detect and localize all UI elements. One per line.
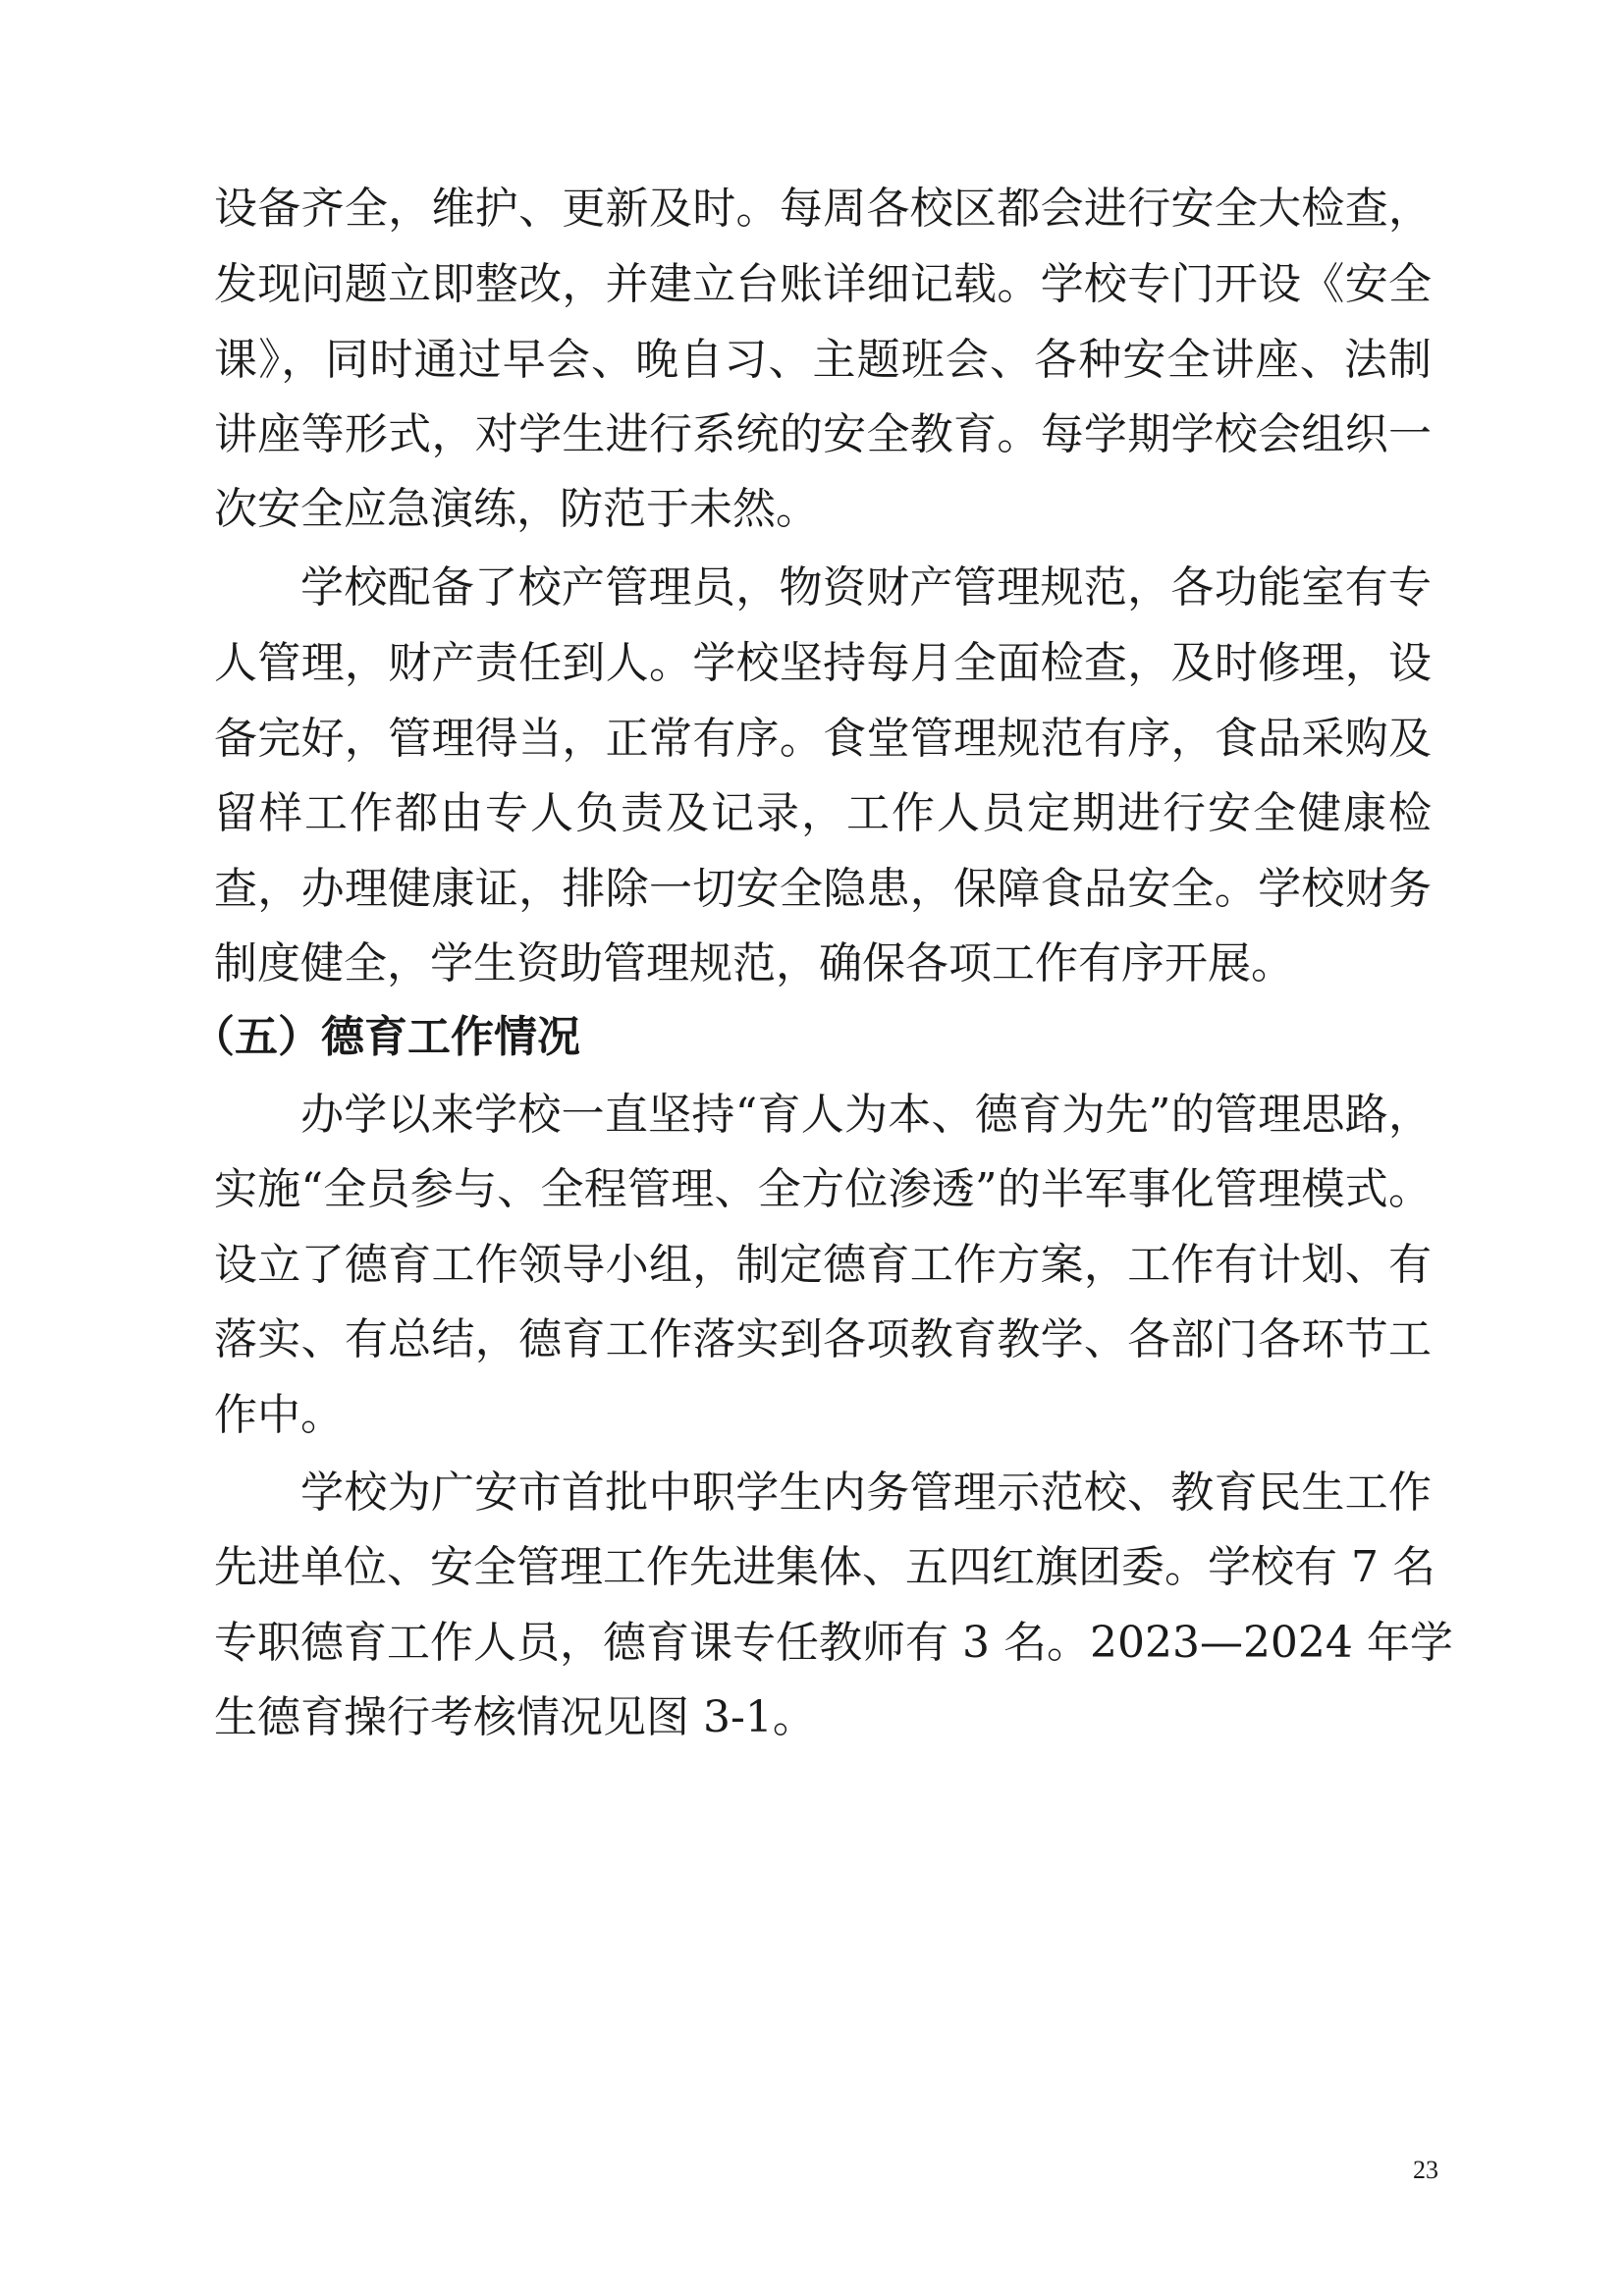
text-line: 次安全应急演练，防范于未然。 bbox=[214, 484, 819, 534]
text-line: 实施“全员参与、全程管理、全方位渗透”的半军事化管理模式。 bbox=[214, 1164, 1432, 1214]
text-line: 学校为广安市首批中职学生内务管理示范校、教育民生工作 bbox=[300, 1468, 1432, 1518]
text-line: 专职德育工作人员，德育课专任教师有 3 名。2023—2024 年学 bbox=[214, 1618, 1453, 1668]
text-line: 设立了德育工作领导小组，制定德育工作方案，工作有计划、有 bbox=[214, 1240, 1432, 1290]
text-line: 讲座等形式，对学生进行系统的安全教育。每学期学校会组织一 bbox=[214, 409, 1432, 459]
text-line: 作中。 bbox=[214, 1390, 344, 1440]
section-heading: （五）德育工作情况 bbox=[191, 1012, 580, 1062]
page-number: 23 bbox=[1413, 2156, 1438, 2184]
text-line: 备完好，管理得当，正常有序。食堂管理规范有序，食品采购及 bbox=[214, 714, 1432, 764]
text-line: 留样工作都由专人负责及记录，工作人员定期进行安全健康检 bbox=[214, 788, 1432, 838]
text-line: 落实、有总结，德育工作落实到各项教育教学、各部门各环节工 bbox=[214, 1314, 1432, 1364]
text-line: 办学以来学校一直坚持“育人为本、德育为先”的管理思路， bbox=[300, 1090, 1432, 1140]
text-line: 先进单位、安全管理工作先进集体、五四红旗团委。学校有 7 名 bbox=[214, 1542, 1435, 1592]
text-line: 发现问题立即整改，并建立台账详细记载。学校专门开设《安全 bbox=[214, 259, 1432, 309]
text-line: 生德育操行考核情况见图 3-1。 bbox=[214, 1692, 816, 1742]
text-line: 查，办理健康证，排除一切安全隐患，保障食品安全。学校财务 bbox=[214, 864, 1432, 914]
text-line: 设备齐全，维护、更新及时。每周各校区都会进行安全大检查， bbox=[214, 184, 1432, 234]
text-line: 制度健全，学生资助管理规范，确保各项工作有序开展。 bbox=[214, 938, 1294, 988]
text-line: 学校配备了校产管理员，物资财产管理规范，各功能室有专 bbox=[300, 562, 1432, 613]
text-line: 课》，同时通过早会、晚自习、主题班会、各种安全讲座、法制 bbox=[214, 335, 1432, 385]
text-line: 人管理，财产责任到人。学校坚持每月全面检查，及时修理，设 bbox=[214, 638, 1432, 688]
